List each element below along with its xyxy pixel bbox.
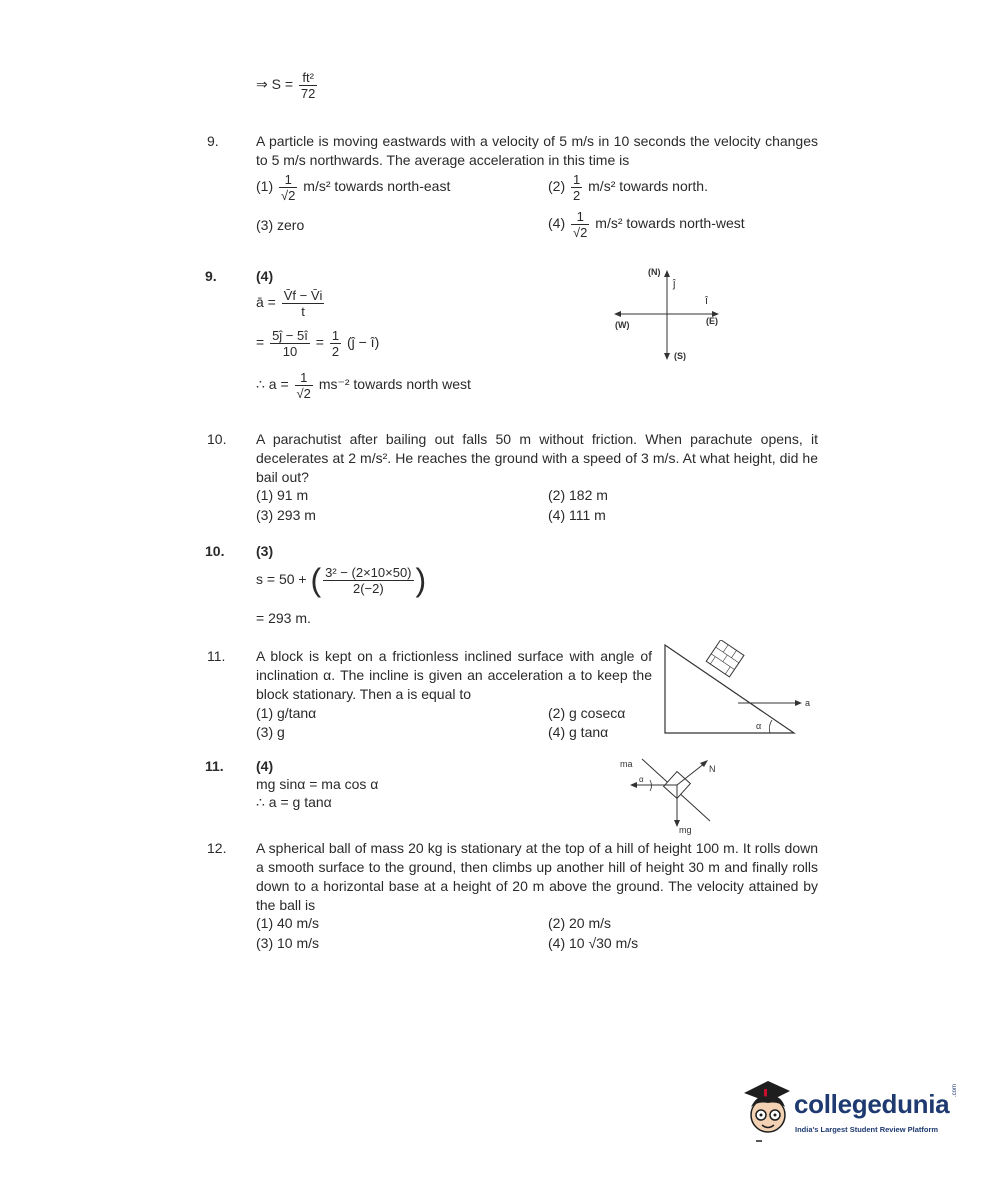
logo-tagline: India's Largest Student Review Platform — [795, 1125, 939, 1134]
option-4: (4) g tanα — [548, 724, 609, 740]
compass-diagram — [610, 262, 740, 367]
j-hat-label: ĵ — [673, 278, 676, 290]
question-number: 11. — [207, 648, 226, 664]
angle-label: α — [639, 775, 644, 784]
solution-answer: (4) — [256, 758, 274, 774]
option-1: (1) 40 m/s — [256, 915, 320, 931]
i-hat-label: î — [705, 295, 709, 307]
option-3: (3) 10 m/s — [256, 935, 320, 951]
north-label: (N) — [648, 267, 661, 277]
option-2: (2) $\frac{1}{2}$ m/s² towards north. — [548, 172, 708, 203]
option-1: (1) $\frac{1}{√2}$ m/s² towards north-east — [256, 172, 451, 203]
logo-dotcom: .com — [952, 1083, 958, 1097]
south-label: (S) — [674, 351, 686, 361]
option-1: (1) g/tanα — [256, 705, 317, 721]
solution-line-1: ā = $\frac{V̄f - V̄i}{t}$ — [256, 288, 323, 319]
force-diagram — [615, 755, 725, 835]
solution-line-1: mg sinα = ma cos α — [256, 776, 379, 792]
solution-result: = 293 m. — [256, 610, 311, 626]
mg-label: mg — [679, 825, 692, 835]
ma-label: ma — [620, 759, 633, 769]
question-number: 12. — [207, 840, 227, 856]
question-text: A spherical ball of mass 20 kg is stationary at the top of a hill of height 100 m. It rolls down a smooth surface to the ground, then climbs up another hill of height 30 m and finally rolls down to a horizontal base at a height of 20 m above the ground. The velocity attained by the ball is — [256, 840, 818, 913]
solution-line-2: = $\frac{5ĵ - 5î}{10}$ = $\frac{1}{2}$ (ĵ − î) — [256, 328, 380, 359]
option-3: (3) g — [256, 724, 285, 740]
east-label: (E) — [706, 316, 718, 326]
solution-line-2: ∴ a = g tanα — [256, 794, 332, 810]
incline-diagram — [660, 640, 820, 740]
solution-answer: (4) — [256, 268, 274, 284]
option-4: (4) 10 √30 m/s — [548, 935, 639, 951]
question-number: 9. — [207, 133, 219, 149]
question-text: A particle is moving eastwards with a velocity of 5 m/s in 10 seconds the velocity changes to 5 m/s northwards. The average acceleration in this time is — [256, 133, 818, 168]
solution-number: 9. — [205, 268, 217, 284]
option-2: (2) g cosecα — [548, 705, 626, 721]
solution-line-3: ∴ a = $\frac{1}{√2}$ ms⁻² towards north west — [256, 370, 471, 401]
solution-answer: (3) — [256, 543, 274, 559]
normal-label: N — [709, 764, 716, 774]
option-4: (4) 111 m — [548, 507, 606, 523]
question-text: A parachutist after bailing out falls 50 m without friction. When parachute opens, it decelerates at 2 m/s². He reaches the ground with a speed of 3 m/s. At what height, did he bail out? — [256, 431, 818, 485]
angle-label: α — [756, 721, 762, 731]
question-text: A block is kept on a frictionless inclined surface with angle of inclination α. The incline is given an acceleration a to keep the block stationary. Then a is equal to — [256, 648, 652, 702]
option-1: (1) 91 m — [256, 487, 309, 503]
option-2: (2) 20 m/s — [548, 915, 612, 931]
solution-line-1: s = 50 + ( $\frac{\text{3² − (2×10×50)}}{2(-2)}$ ) — [256, 562, 427, 598]
top-formula: ⇒ S = $\frac{\text{ft²}}{72}$ — [256, 70, 316, 101]
west-label: (W) — [615, 320, 630, 330]
logo-wordmark: collegedunia — [794, 1089, 950, 1119]
option-3: (3) 293 m — [256, 507, 316, 523]
solution-number: 10. — [205, 543, 225, 559]
collegedunia-logo — [738, 1075, 963, 1150]
option-4: (4) $\frac{1}{√2}$ m/s² towards north-west — [548, 209, 745, 240]
option-2: (2) 182 m — [548, 487, 608, 503]
mascot-icon — [738, 1075, 796, 1147]
acceleration-label: a — [805, 698, 811, 708]
question-number: 10. — [207, 431, 227, 447]
option-3: (3) zero — [256, 217, 305, 233]
solution-number: 11. — [205, 758, 224, 774]
